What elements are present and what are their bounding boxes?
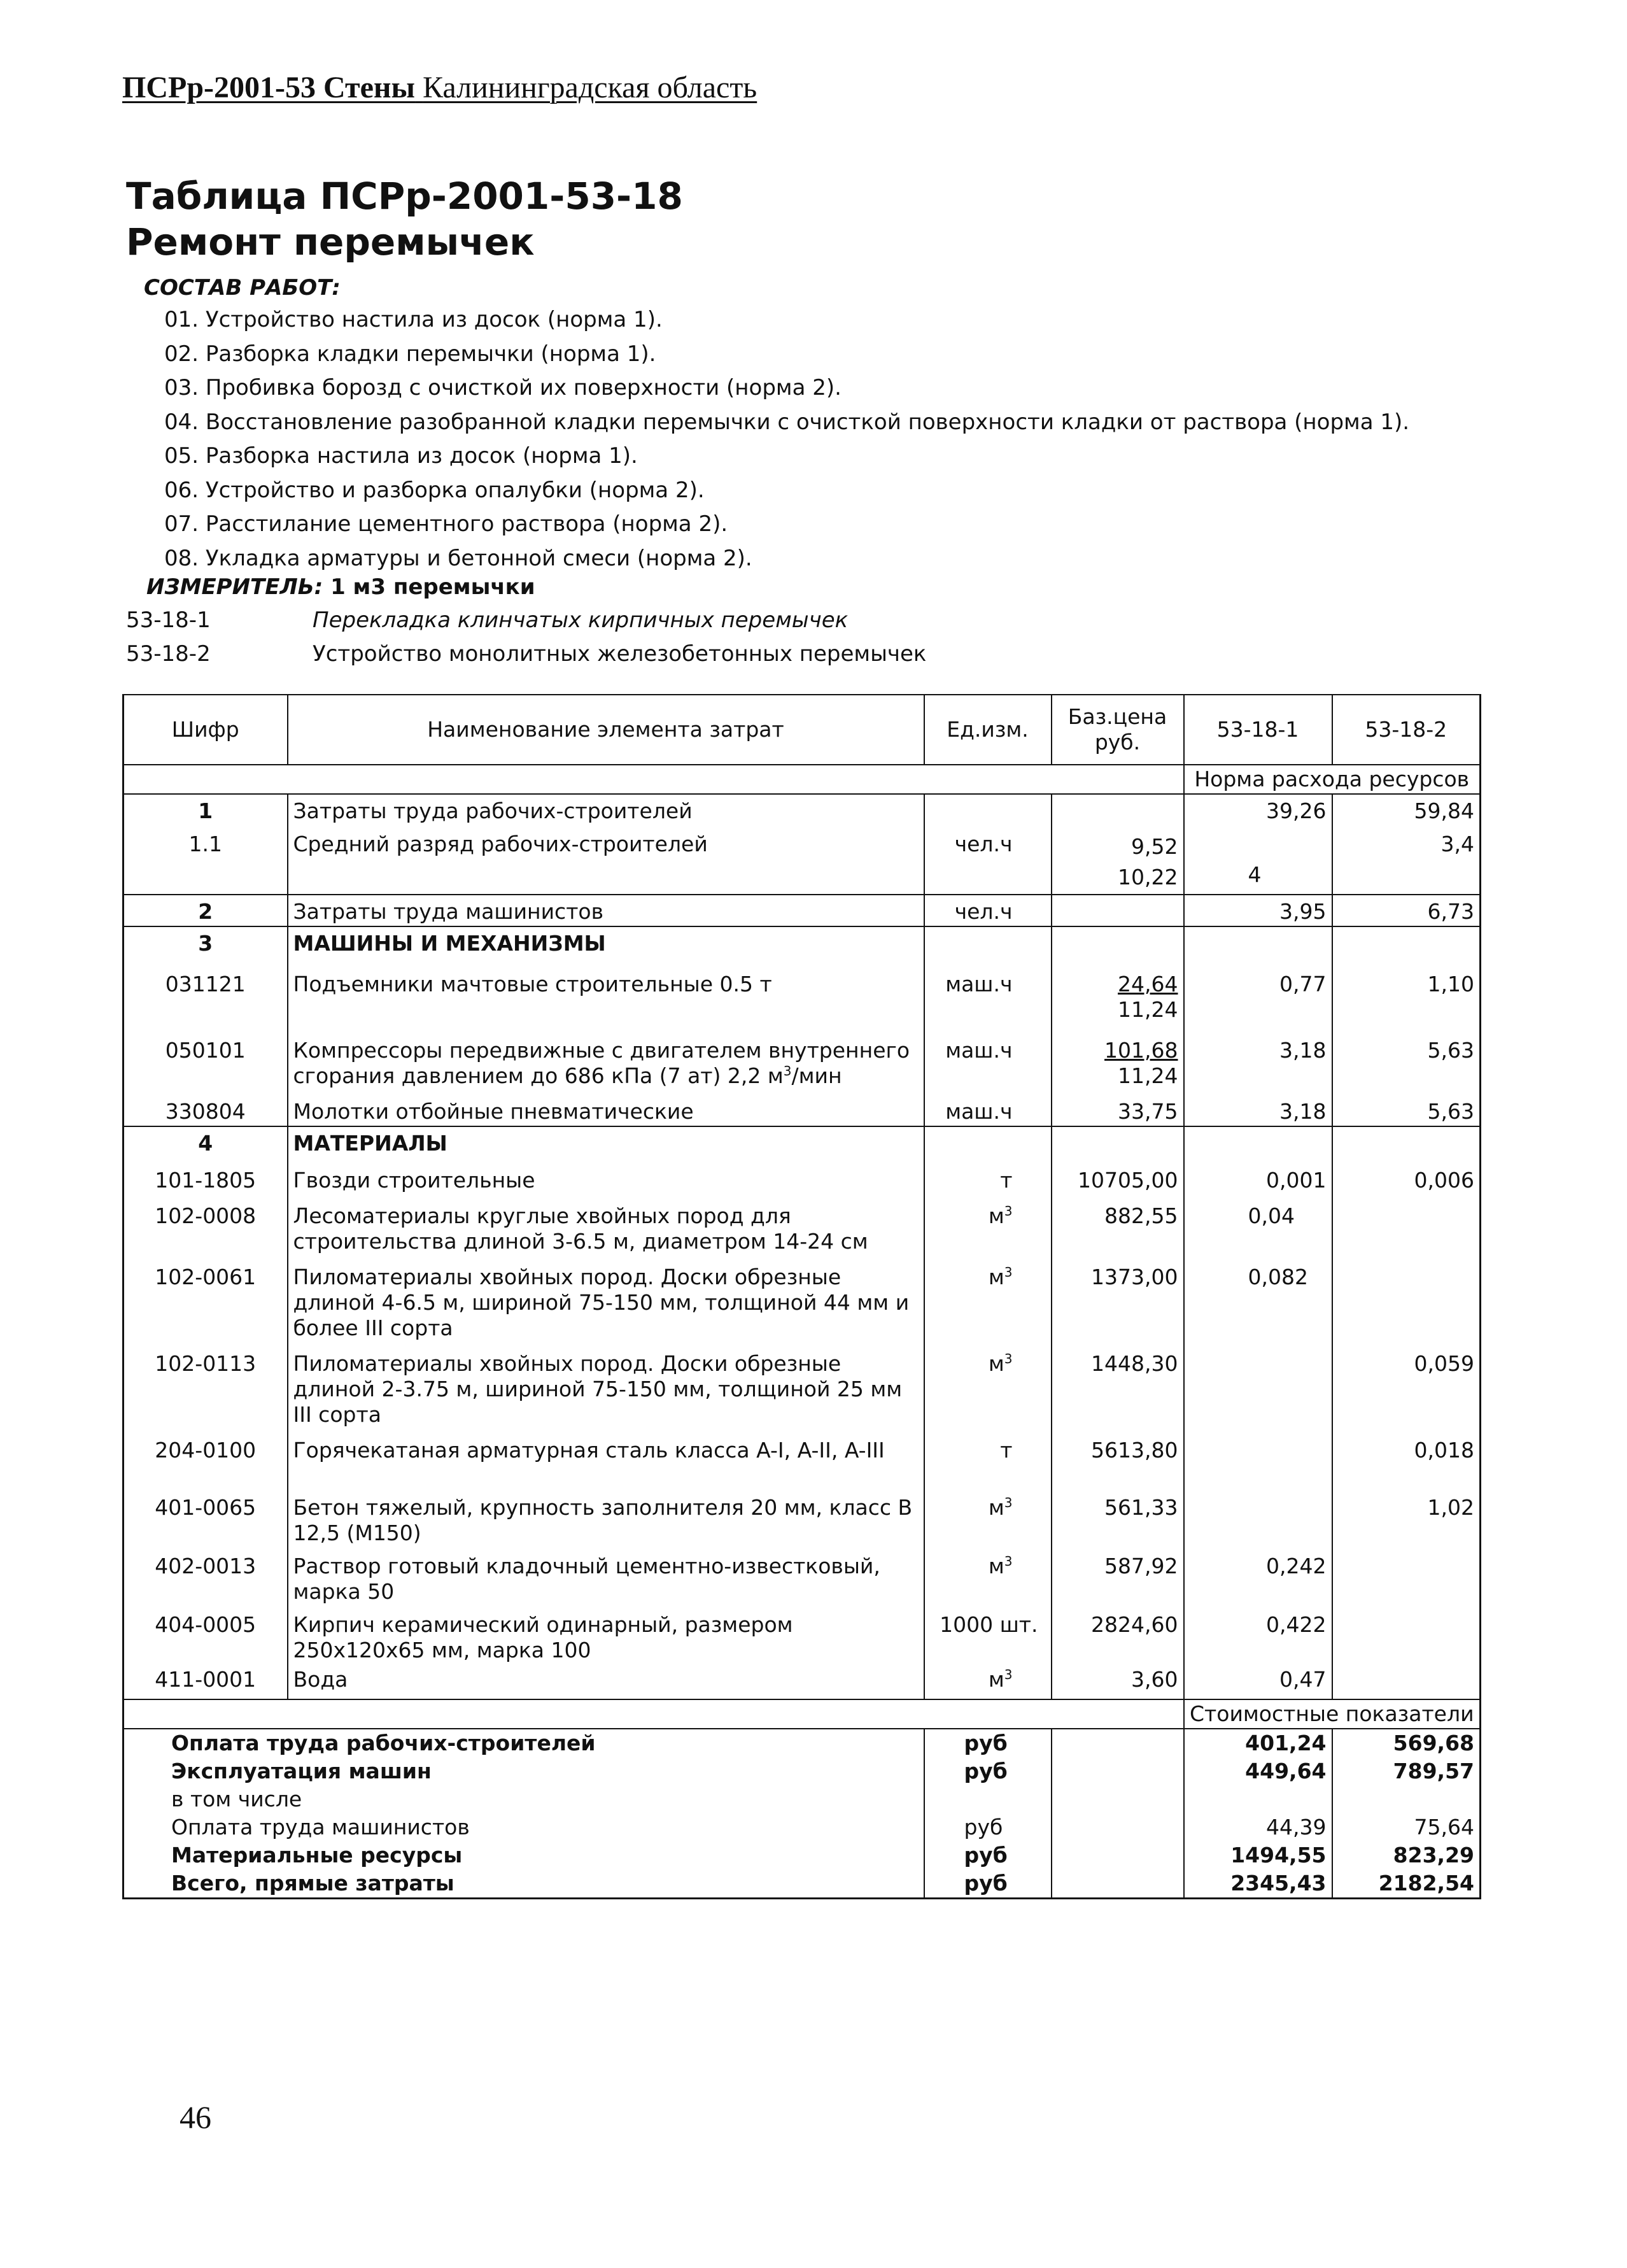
cost-unit: руб bbox=[924, 1869, 1052, 1899]
row-price: 882,55 bbox=[1052, 1194, 1184, 1256]
row-name: Горячекатаная арматурная сталь класса A-I, A-II, A-III bbox=[288, 1429, 924, 1485]
row-norm-1: 0,242 bbox=[1184, 1547, 1332, 1606]
row-code: 101-1805 bbox=[123, 1158, 288, 1194]
row-price: 561,33 bbox=[1052, 1485, 1184, 1547]
cost-row bbox=[123, 1813, 1481, 1841]
section-code: 3 bbox=[123, 926, 288, 958]
row-price: 587,92 bbox=[1052, 1547, 1184, 1606]
row-price: 5613,80 bbox=[1052, 1429, 1184, 1485]
row-unit: маш.ч bbox=[924, 1090, 1052, 1126]
table-row bbox=[123, 1606, 1481, 1664]
row-norm-2: 0,018 bbox=[1332, 1429, 1481, 1485]
table-row bbox=[123, 1485, 1481, 1547]
row-norm-1: 0,001 bbox=[1184, 1158, 1332, 1194]
cost-unit: руб bbox=[924, 1813, 1052, 1841]
row-unit: $м^3$ bbox=[924, 1194, 1052, 1256]
row-norm-2: 6,73 bbox=[1332, 895, 1481, 926]
row-norm-1: 0,422 bbox=[1184, 1606, 1332, 1664]
col-header-code: Шифр bbox=[123, 695, 288, 765]
row-price: 2824,60 bbox=[1052, 1606, 1184, 1664]
cost-label: Материальные ресурсы bbox=[123, 1841, 924, 1869]
row-code: 2 bbox=[123, 895, 288, 926]
row-norm-1: 39,26 bbox=[1184, 794, 1332, 825]
table-row bbox=[123, 1342, 1481, 1429]
norm-row bbox=[126, 604, 926, 637]
row-norm-2 bbox=[1332, 1606, 1481, 1664]
row-norm-2: 5,63 bbox=[1332, 1090, 1481, 1126]
row-norm-1: 3,95 bbox=[1184, 895, 1332, 926]
row-name: Гвозди строительные bbox=[288, 1158, 924, 1194]
table-row bbox=[123, 825, 1481, 895]
measure-unit bbox=[146, 574, 535, 600]
cost-label: в том числе bbox=[123, 1785, 924, 1813]
row-norm-2: 1,10 bbox=[1332, 958, 1481, 1024]
cost-norm-1: 2345,43 bbox=[1184, 1869, 1332, 1899]
row-price: 10705,00 bbox=[1052, 1158, 1184, 1194]
cost-norm-2: 569,68 bbox=[1332, 1729, 1481, 1757]
cost-unit: руб bbox=[924, 1729, 1052, 1757]
row-price: 24,64 11,24 bbox=[1052, 958, 1184, 1024]
row-code: 404-0005 bbox=[123, 1606, 288, 1664]
row-norm-2: 5,63 bbox=[1332, 1024, 1481, 1090]
work-item: 05. Разборка настила из досок (норма 1). bbox=[164, 443, 638, 469]
row-norm-2 bbox=[1332, 1256, 1481, 1342]
col-header-norm-1: 53-18-1 bbox=[1184, 695, 1332, 765]
table-header-row bbox=[123, 695, 1481, 765]
row-code: 330804 bbox=[123, 1090, 288, 1126]
row-norm-1 bbox=[1184, 1429, 1332, 1485]
cost-label: Оплата труда рабочих-строителей bbox=[123, 1729, 924, 1757]
row-unit: $м^3$ bbox=[924, 1342, 1052, 1429]
cost-caption: Стоимостные показатели bbox=[1184, 1699, 1481, 1729]
row-norm-2 bbox=[1332, 1547, 1481, 1606]
cost-label: Оплата труда машинистов bbox=[123, 1813, 924, 1841]
work-composition-list bbox=[164, 303, 1409, 576]
row-name: Лесоматериалы круглые хвойных пород для строительства длиной 3-6.5 м, диаметром 14-24 см bbox=[288, 1194, 924, 1256]
norm-code: 53-18-1 bbox=[126, 607, 211, 633]
row-price: 9,52 10,22 bbox=[1052, 825, 1184, 895]
norm-row bbox=[126, 637, 926, 671]
row-code: 1 bbox=[123, 794, 288, 825]
section-code: 4 bbox=[123, 1126, 288, 1158]
row-unit: чел.ч bbox=[924, 895, 1052, 926]
table-row bbox=[123, 1194, 1481, 1256]
cost-norm-2: 823,29 bbox=[1332, 1841, 1481, 1869]
cost-label: Эксплуатация машин bbox=[123, 1757, 924, 1785]
cost-caption-row bbox=[123, 1699, 1481, 1729]
cost-row bbox=[123, 1841, 1481, 1869]
col-header-name: Наименование элемента затрат bbox=[288, 695, 924, 765]
row-norm-1: 0,082 bbox=[1184, 1256, 1332, 1342]
cost-norm-1: 401,24 bbox=[1184, 1729, 1332, 1757]
table-row bbox=[123, 958, 1481, 1024]
work-item: 04. Восстановление разобранной кладки перемычки с очисткой поверхности кладки от раствора (норма 1). bbox=[164, 409, 1410, 435]
row-norm-2: 0,006 bbox=[1332, 1158, 1481, 1194]
cost-norm-1: 449,64 bbox=[1184, 1757, 1332, 1785]
section-title: МАТЕРИАЛЫ bbox=[288, 1126, 924, 1158]
row-name: Пиломатериалы хвойных пород. Доски обрезные длиной 4-6.5 м, шириной 75-150 мм, толщиной 44 мм и более III сорта bbox=[288, 1256, 924, 1342]
work-item: 02. Разборка кладки перемычки (норма 1). bbox=[164, 341, 656, 367]
table-row bbox=[123, 895, 1481, 926]
row-name: Подъемники мачтовые строительные 0.5 т bbox=[288, 958, 924, 1024]
norm-list bbox=[126, 604, 926, 671]
row-code: 401-0065 bbox=[123, 1485, 288, 1547]
row-norm-1: 4 bbox=[1184, 825, 1332, 895]
row-norm-1: 0,04 bbox=[1184, 1194, 1332, 1256]
row-name: Кирпич керамический одинарный, размером 250x120x65 мм, марка 100 bbox=[288, 1606, 924, 1664]
row-code: 402-0013 bbox=[123, 1547, 288, 1606]
row-norm-2 bbox=[1332, 1664, 1481, 1699]
row-norm-1: 0,77 bbox=[1184, 958, 1332, 1024]
norm-name: Устройство монолитных железобетонных перемычек bbox=[313, 641, 927, 667]
cost-norm-2: 75,64 bbox=[1332, 1813, 1481, 1841]
col-header-price: Баз.цена руб. bbox=[1052, 695, 1184, 765]
row-name: Затраты труда рабочих-строителей bbox=[288, 794, 924, 825]
table-row bbox=[123, 1024, 1481, 1090]
row-name: Вода bbox=[288, 1664, 924, 1699]
row-unit: т bbox=[924, 1429, 1052, 1485]
row-unit: 1000 шт. bbox=[924, 1606, 1052, 1664]
table-row bbox=[123, 1547, 1481, 1606]
row-name: Бетон тяжелый, крупность заполнителя 20 мм, класс В 12,5 (М150) bbox=[288, 1485, 924, 1547]
row-unit: чел.ч bbox=[924, 825, 1052, 895]
table-row bbox=[123, 1429, 1481, 1485]
row-name: Пиломатериалы хвойных пород. Доски обрезные длиной 2-3.75 м, шириной 75-150 мм, толщиной 25 мм III сорта bbox=[288, 1342, 924, 1429]
row-code: 050101 bbox=[123, 1024, 288, 1090]
row-price: 1373,00 bbox=[1052, 1256, 1184, 1342]
work-composition-heading: СОСТАВ РАБОТ: bbox=[144, 275, 341, 301]
cost-norm-1: 1494,55 bbox=[1184, 1841, 1332, 1869]
table-title bbox=[126, 173, 683, 265]
page-number: 46 bbox=[180, 2099, 211, 2135]
row-norm-1: 3,18 bbox=[1184, 1024, 1332, 1090]
row-unit: маш.ч bbox=[924, 958, 1052, 1024]
row-price: 1448,30 bbox=[1052, 1342, 1184, 1429]
header-code: ПСРр-2001-53 Стены bbox=[122, 71, 416, 104]
cost-row bbox=[123, 1757, 1481, 1785]
row-unit: т bbox=[924, 1158, 1052, 1194]
cost-unit: руб bbox=[924, 1841, 1052, 1869]
row-name: Раствор готовый кладочный цементно-известковый, марка 50 bbox=[288, 1547, 924, 1606]
section-title: МАШИНЫ И МЕХАНИЗМЫ bbox=[288, 926, 924, 958]
row-code: 204-0100 bbox=[123, 1429, 288, 1485]
row-name: Средний разряд рабочих-строителей bbox=[288, 825, 924, 895]
resource-table bbox=[122, 694, 1481, 1899]
title-line-2: Ремонт перемычек bbox=[126, 220, 535, 264]
table-row bbox=[123, 794, 1481, 825]
norm-name: Перекладка клинчатых кирпичных перемычек bbox=[313, 607, 849, 633]
cost-row bbox=[123, 1729, 1481, 1757]
row-price: 33,75 bbox=[1052, 1090, 1184, 1126]
row-name: Молотки отбойные пневматические bbox=[288, 1090, 924, 1126]
table-row bbox=[123, 1090, 1481, 1126]
cost-unit: руб bbox=[924, 1757, 1052, 1785]
row-name: Компрессоры передвижные с двигателем внутреннего сгорания давлением до 686 кПа (7 ат) 2,2 $м^3$/мин bbox=[288, 1024, 924, 1090]
row-code: 031121 bbox=[123, 958, 288, 1024]
row-norm-2: 59,84 bbox=[1332, 794, 1481, 825]
header-region: Калининградская область bbox=[423, 71, 757, 104]
cost-norm-2: 2182,54 bbox=[1332, 1869, 1481, 1899]
row-norm-1: 0,47 bbox=[1184, 1664, 1332, 1699]
row-norm-2: 1,02 bbox=[1332, 1485, 1481, 1547]
work-item: 07. Расстилание цементного раствора (норма 2). bbox=[164, 511, 728, 537]
norm-code: 53-18-2 bbox=[126, 641, 211, 667]
row-code: 411-0001 bbox=[123, 1664, 288, 1699]
norm-caption: Норма расхода ресурсов bbox=[1184, 765, 1481, 794]
work-item: 03. Пробивка борозд с очисткой их поверхности (норма 2). bbox=[164, 375, 842, 400]
section-row bbox=[123, 1126, 1481, 1158]
row-price: 3,60 bbox=[1052, 1664, 1184, 1699]
row-code: 102-0008 bbox=[123, 1194, 288, 1256]
work-item: 01. Устройство настила из досок (норма 1). bbox=[164, 307, 663, 332]
cost-row bbox=[123, 1869, 1481, 1899]
row-norm-2 bbox=[1332, 1194, 1481, 1256]
row-price: 101,68 11,24 bbox=[1052, 1024, 1184, 1090]
row-unit: маш.ч bbox=[924, 1024, 1052, 1090]
cost-label: Всего, прямые затраты bbox=[123, 1869, 924, 1899]
row-code: 102-0113 bbox=[123, 1342, 288, 1429]
cost-row bbox=[123, 1785, 1481, 1813]
row-norm-1: 3,18 bbox=[1184, 1090, 1332, 1126]
row-unit: $м^3$ bbox=[924, 1485, 1052, 1547]
table-row bbox=[123, 1158, 1481, 1194]
row-unit: $м^3$ bbox=[924, 1256, 1052, 1342]
title-line-1: Таблица ПСРр-2001-53-18 bbox=[126, 174, 683, 218]
col-header-norm-2: 53-18-2 bbox=[1332, 695, 1481, 765]
row-unit: $м^3$ bbox=[924, 1547, 1052, 1606]
row-name: Затраты труда машинистов bbox=[288, 895, 924, 926]
measure-value: 1 м3 перемычки bbox=[330, 574, 535, 600]
section-row bbox=[123, 926, 1481, 958]
row-norm-2: 0,059 bbox=[1332, 1342, 1481, 1429]
table-row bbox=[123, 1256, 1481, 1342]
row-unit: $м^3$ bbox=[924, 1664, 1052, 1699]
row-code: 1.1 bbox=[123, 825, 288, 895]
table-row bbox=[123, 1664, 1481, 1699]
row-norm-1 bbox=[1184, 1485, 1332, 1547]
work-item: 06. Устройство и разборка опалубки (норма 2). bbox=[164, 477, 705, 503]
running-header bbox=[122, 70, 757, 105]
row-norm-1 bbox=[1184, 1342, 1332, 1429]
measure-label: ИЗМЕРИТЕЛЬ: bbox=[146, 574, 323, 600]
row-norm-2: 3,4 bbox=[1332, 825, 1481, 895]
norm-caption-row bbox=[123, 765, 1481, 794]
cost-norm-2: 789,57 bbox=[1332, 1757, 1481, 1785]
col-header-unit: Ед.изм. bbox=[924, 695, 1052, 765]
work-item: 08. Укладка арматуры и бетонной смеси (норма 2). bbox=[164, 545, 752, 571]
row-code: 102-0061 bbox=[123, 1256, 288, 1342]
cost-norm-1: 44,39 bbox=[1184, 1813, 1332, 1841]
